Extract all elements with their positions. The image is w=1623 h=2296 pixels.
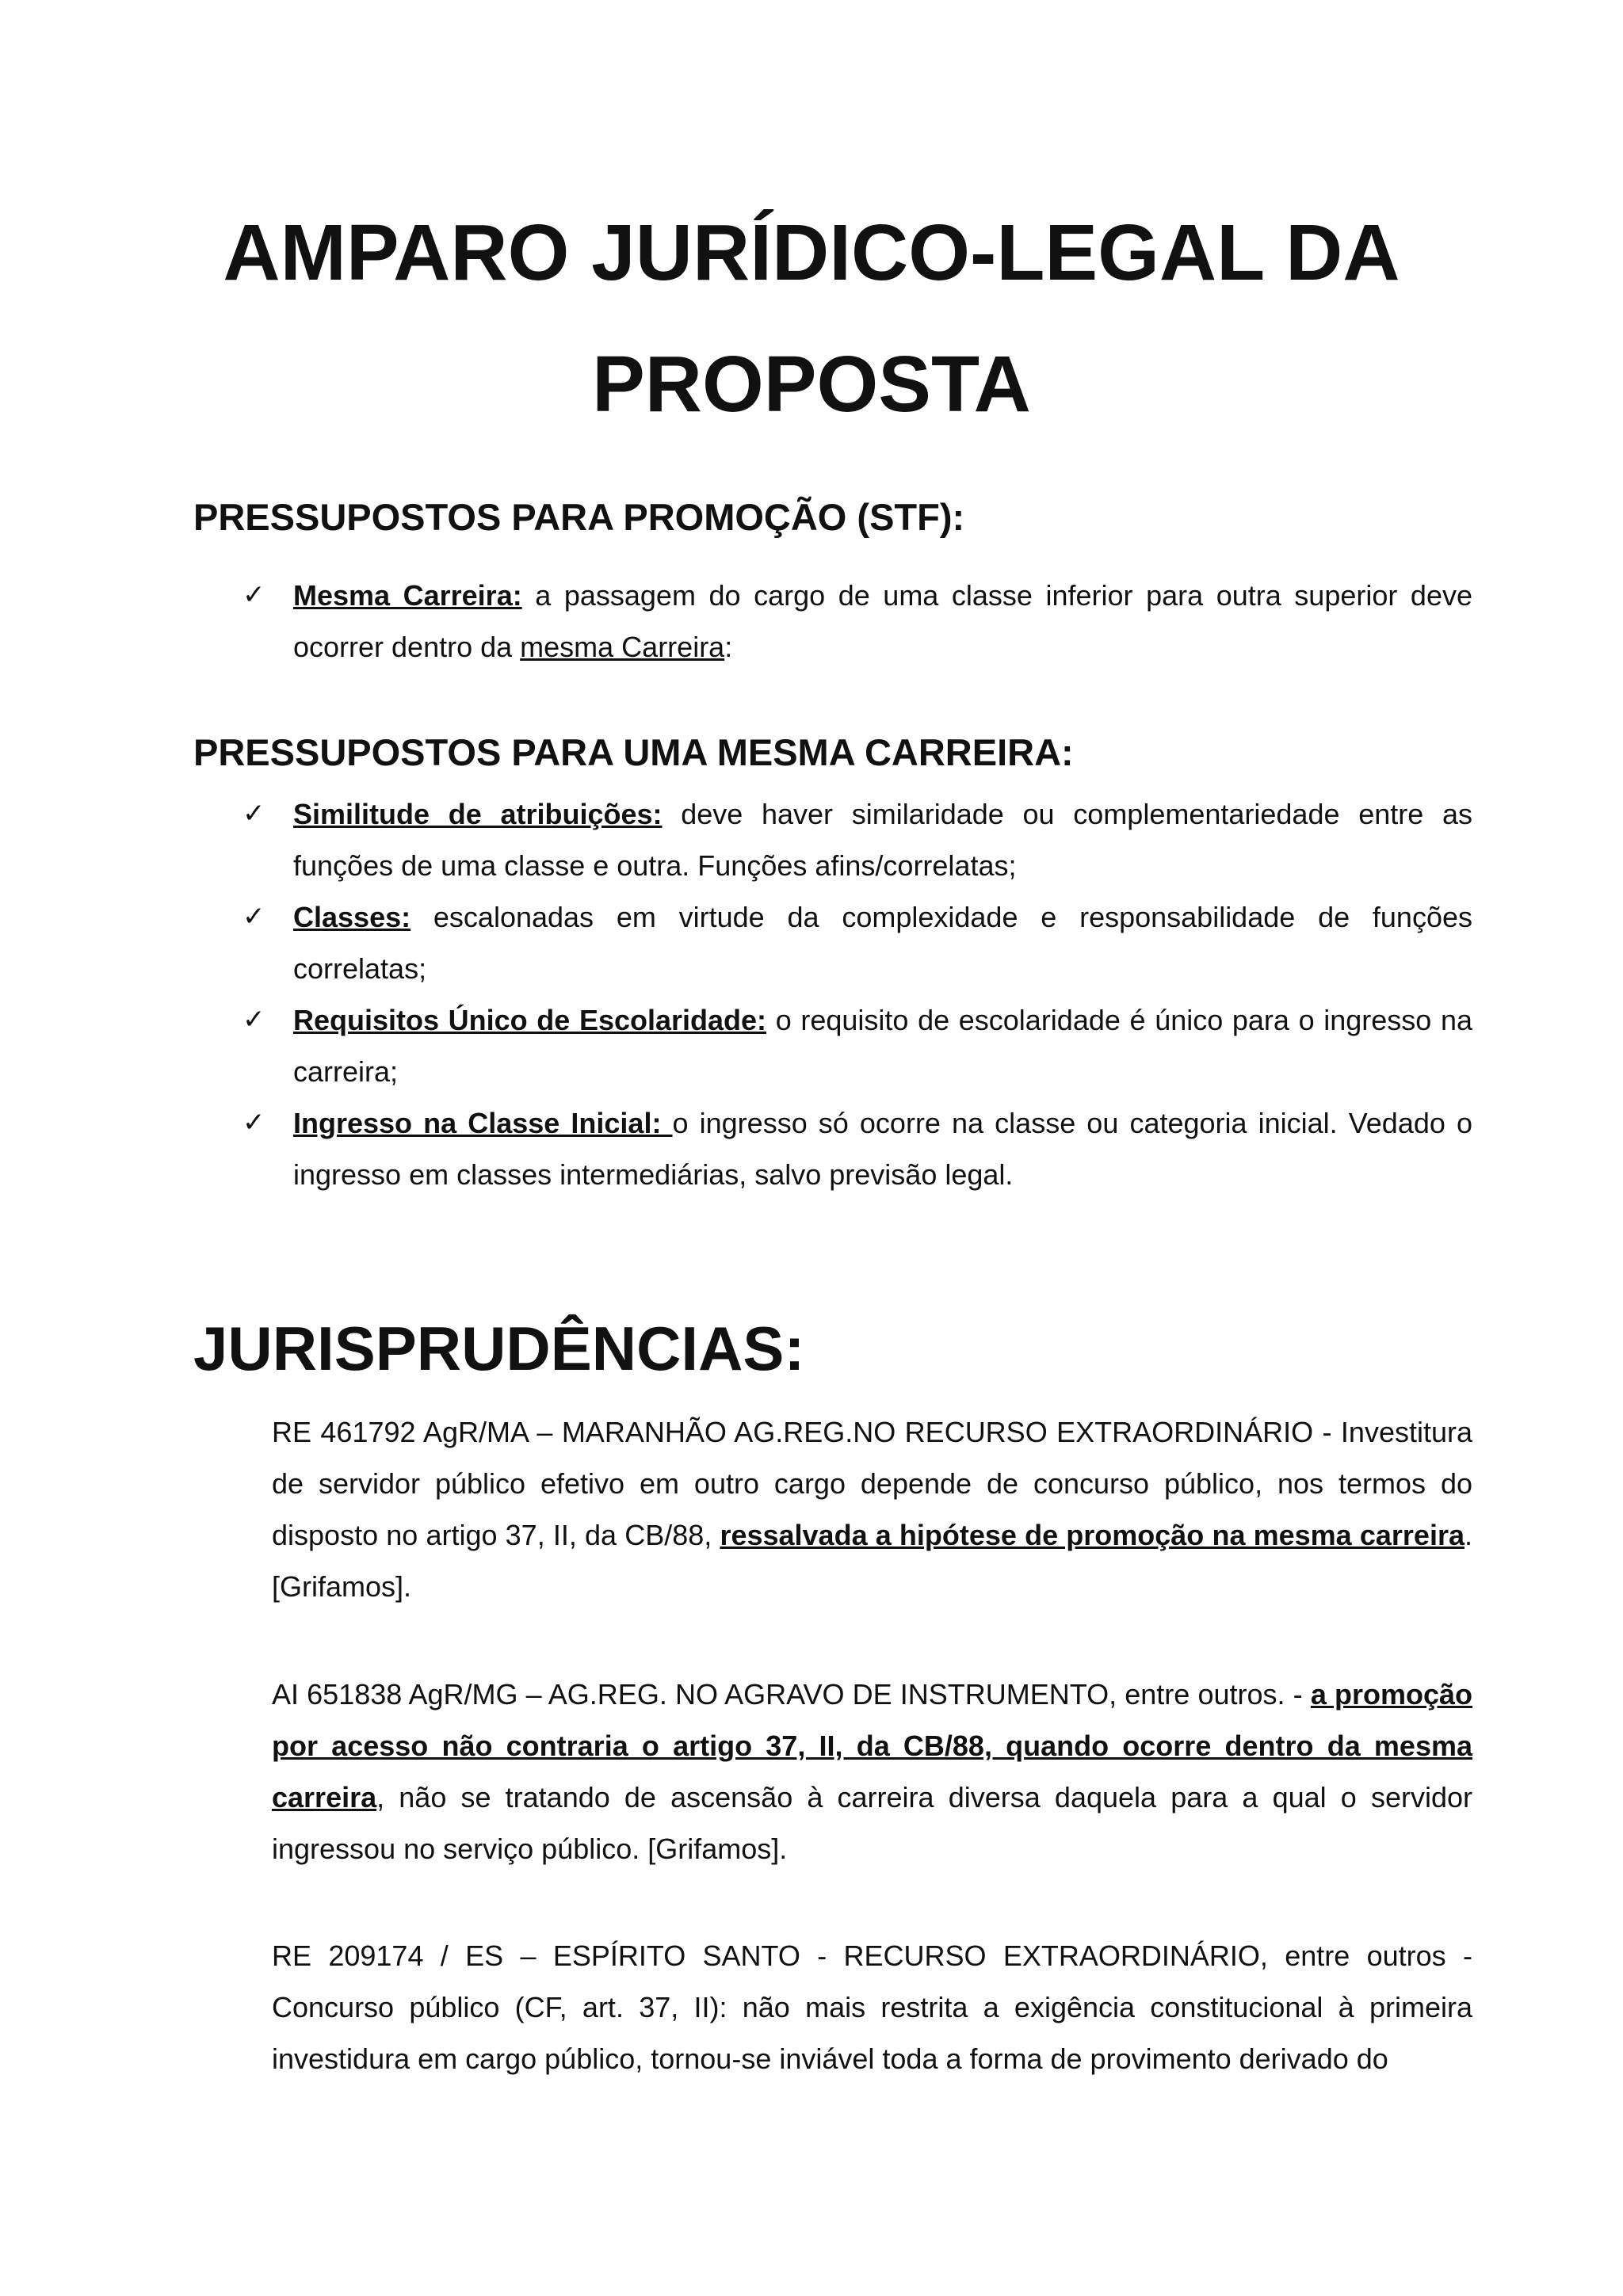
- item-term: Mesma Carreira:: [293, 579, 522, 612]
- list-item: [242, 788, 1472, 891]
- item-term: Requisitos Único de Escolaridade:: [293, 1004, 767, 1036]
- checkmark-icon: ✓: [242, 579, 265, 611]
- item-text: o ingresso só ocorre na classe ou categoria inicial. Vedado o ingresso em classes intermediárias, salvo previsão legal.: [293, 1107, 1472, 1191]
- heading-pressupostos-carreira: PRESSUPOSTOS PARA UMA MESMA CARREIRA:: [193, 731, 1074, 773]
- entry-text: RE 461792 AgR/MA – MARANHÃO AG.REG.NO RECURSO EXTRAORDINÁRIO - Investitura de servidor público efetivo em outro cargo depende de concurso público, nos termos do disposto no artigo 37, II, da CB/88,: [272, 1416, 1472, 1551]
- heading-pressupostos-promocao: PRESSUPOSTOS PARA PROMOÇÃO (STF):: [193, 496, 965, 538]
- item-text-end: :: [724, 631, 733, 663]
- item-text: escalonadas em virtude da complexidade e responsabilidade de funções correlatas;: [293, 901, 1472, 985]
- list-item: [242, 570, 1472, 673]
- checkmark-icon: ✓: [242, 901, 265, 933]
- entry-emphasis: a promoção por acesso não contraria o artigo 37, II, da CB/88, quando ocorre dentro da mesma carreira: [272, 1678, 1473, 1814]
- title-line-1: AMPARO JURÍDICO-LEGAL DA: [223, 208, 1400, 297]
- title-line-2: PROPOSTA: [592, 340, 1031, 429]
- checkmark-icon: ✓: [242, 1107, 265, 1138]
- checkmark-icon: ✓: [242, 798, 265, 830]
- page-title: [0, 187, 1623, 450]
- jurisprudence-entry-1: [272, 1406, 1472, 1612]
- jurisprudence-entry-2: [272, 1669, 1472, 1875]
- jurisprudence-entry-3: [272, 1930, 1472, 2084]
- checklist-promocao: [242, 570, 1472, 673]
- item-term: Similitude de atribuições:: [293, 798, 663, 830]
- entry-text-end: . [Grifamos].: [272, 1519, 1472, 1603]
- item-underlined-text: mesma Carreira: [520, 631, 725, 663]
- checkmark-icon: ✓: [242, 1004, 265, 1035]
- list-item: [242, 1097, 1472, 1200]
- list-item: [242, 994, 1472, 1097]
- list-item: [242, 891, 1472, 994]
- heading-jurisprudencias: JURISPRUDÊNCIAS:: [193, 1314, 805, 1383]
- checklist-carreira: [242, 788, 1472, 1200]
- entry-emphasis: ressalvada a hipótese de promoção na mesma carreira: [720, 1519, 1465, 1551]
- item-text: deve haver similaridade ou complementariedade entre as funções de uma classe e outra. Funções afins/correlatas;: [293, 798, 1472, 882]
- item-text: o requisito de escolaridade é único para o ingresso na carreira;: [293, 1004, 1472, 1088]
- item-term: Classes:: [293, 901, 411, 933]
- entry-text-end: , não se tratando de ascensão à carreira diversa daquela para a qual o servidor ingressou no serviço público. [Grifamos].: [272, 1781, 1472, 1865]
- item-text: a passagem do cargo de uma classe inferior para outra superior deve ocorrer dentro da: [293, 579, 1472, 663]
- item-term: Ingresso na Classe Inicial:: [293, 1107, 673, 1139]
- entry-text: AI 651838 AgR/MG – AG.REG. NO AGRAVO DE INSTRUMENTO, entre outros. -: [272, 1678, 1311, 1711]
- entry-text: RE 209174 / ES – ESPÍRITO SANTO - RECURSO EXTRAORDINÁRIO, entre outros - Concurso público (CF, art. 37, II): não mais restrita a exigência constitucional à primeira investidura em cargo público, tornou-se inviável toda a forma de provimento derivado do: [272, 1939, 1472, 2075]
